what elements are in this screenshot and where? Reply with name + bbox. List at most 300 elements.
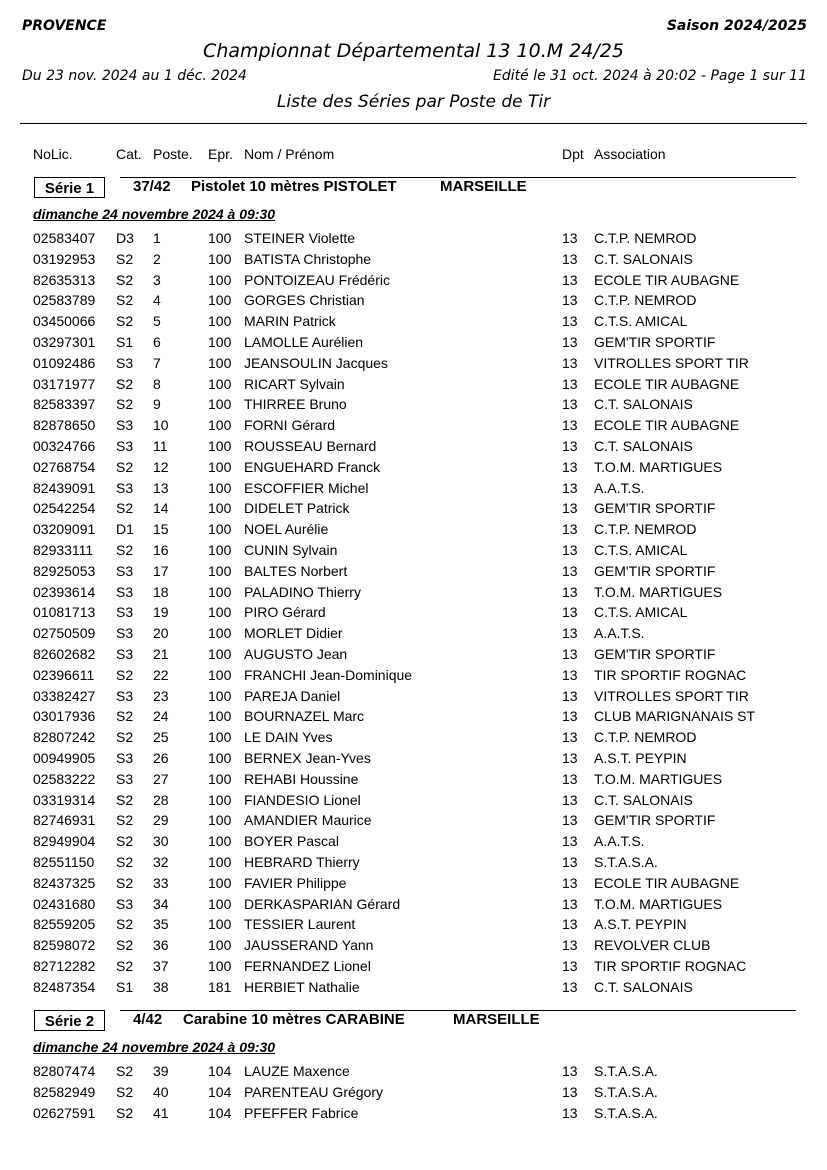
table-row <box>0 417 827 438</box>
name: LAMOLLE Aurélien <box>244 334 364 350</box>
table-row <box>0 438 827 459</box>
department: 13 <box>562 583 578 600</box>
table-row <box>0 334 827 355</box>
table-row <box>0 563 827 584</box>
category: S2 <box>116 708 134 725</box>
poste: 15 <box>153 521 169 538</box>
table-row <box>0 646 827 667</box>
col-header-nom: Nom / Prénom <box>244 146 335 162</box>
association: C.T. SALONAIS <box>594 791 693 808</box>
table-row <box>0 251 827 272</box>
association: ECOLE TIR AUBAGNE <box>594 271 740 288</box>
name: FAVIER Philippe <box>244 874 347 891</box>
category: S2 <box>116 1083 134 1100</box>
poste: 41 <box>153 1104 169 1121</box>
table-row <box>0 792 827 813</box>
licence-number: 82712282 <box>33 958 96 974</box>
licence-number: 82582949 <box>33 1083 96 1100</box>
licence-number: 82746931 <box>33 812 96 829</box>
name: JAUSSERAND Yann <box>244 937 374 954</box>
table-row <box>0 1063 827 1084</box>
name: PALADINO Thierry <box>244 583 361 600</box>
poste: 3 <box>153 271 161 288</box>
association: C.T.S. AMICAL <box>594 313 688 330</box>
table-row <box>0 729 827 750</box>
licence-number: 03450066 <box>33 313 96 330</box>
epreuve: 100 <box>208 729 232 746</box>
association: TIR SPORTIF ROGNAC <box>594 958 747 974</box>
department: 13 <box>562 375 578 392</box>
table-row <box>0 833 827 854</box>
licence-number: 82559205 <box>33 916 96 933</box>
association: A.A.T.S. <box>594 833 645 850</box>
table-row <box>0 812 827 833</box>
epreuve: 100 <box>208 542 232 558</box>
licence-number: 82598072 <box>33 937 96 954</box>
department: 13 <box>562 1063 578 1079</box>
category: S3 <box>116 646 134 662</box>
name: TESSIER Laurent <box>244 916 356 933</box>
poste: 32 <box>153 854 169 870</box>
col-header-poste: Poste. <box>153 146 193 162</box>
department: 13 <box>562 542 578 558</box>
table-row <box>0 376 827 397</box>
category: S2 <box>116 500 134 517</box>
date-range: Du 23 nov. 2024 au 1 déc. 2024 <box>22 68 247 84</box>
department: 13 <box>562 479 578 496</box>
poste: 35 <box>153 916 169 933</box>
licence-number: 82635313 <box>33 271 96 288</box>
department: 13 <box>562 292 578 309</box>
association: A.A.T.S. <box>594 625 645 642</box>
association: A.S.T. PEYPIN <box>594 916 687 933</box>
epreuve: 100 <box>208 521 232 538</box>
department: 13 <box>562 521 578 538</box>
poste: 40 <box>153 1083 169 1100</box>
championship-title: Championnat Départemental 13 10.M 24/25 <box>203 40 624 62</box>
table-row <box>0 480 827 501</box>
association: C.T. SALONAIS <box>594 250 693 267</box>
name: BALTES Norbert <box>244 562 348 579</box>
table-row <box>0 979 827 1000</box>
licence-number: 03192953 <box>33 250 96 267</box>
licence-number: 02583407 <box>33 230 96 246</box>
name: NOEL Aurélie <box>244 521 329 538</box>
licence-number: 02542254 <box>33 500 96 517</box>
poste: 27 <box>153 770 169 787</box>
series-place: MARSEILLE <box>453 1011 540 1028</box>
association: S.T.A.S.A. <box>594 1083 658 1100</box>
department: 13 <box>562 625 578 642</box>
epreuve: 100 <box>208 812 232 829</box>
name: DERKASPARIAN Gérard <box>244 895 401 912</box>
name: MARIN Patrick <box>244 313 336 330</box>
department: 13 <box>562 250 578 267</box>
table-row <box>0 771 827 792</box>
association: ECOLE TIR AUBAGNE <box>594 375 740 392</box>
name: STEINER Violette <box>244 230 356 246</box>
name: BATISTA Christophe <box>244 250 372 267</box>
poste: 6 <box>153 334 161 350</box>
table-row <box>0 688 827 709</box>
name: PAREJA Daniel <box>244 687 341 704</box>
poste: 13 <box>153 479 169 496</box>
table-row <box>0 875 827 896</box>
category: S2 <box>116 833 134 850</box>
table-row <box>0 584 827 605</box>
name: BOYER Pascal <box>244 833 339 850</box>
series-count: 37/42 <box>133 178 171 195</box>
name: ESCOFFIER Michel <box>244 479 369 496</box>
name: PONTOIZEAU Frédéric <box>244 271 390 288</box>
category: S3 <box>116 604 134 621</box>
department: 13 <box>562 417 578 434</box>
poste: 16 <box>153 542 169 558</box>
epreuve: 100 <box>208 625 232 642</box>
epreuve: 100 <box>208 916 232 933</box>
table-row <box>0 500 827 521</box>
licence-number: 82439091 <box>33 479 96 496</box>
epreuve: 100 <box>208 583 232 600</box>
licence-number: 02396611 <box>33 666 95 683</box>
series-label: Série 1 <box>34 177 105 198</box>
category: S3 <box>116 417 134 434</box>
name: LAUZE Maxence <box>244 1063 350 1079</box>
series-date: dimanche 24 novembre 2024 à 09:30 <box>33 1039 276 1055</box>
department: 13 <box>562 313 578 330</box>
association: A.A.T.S. <box>594 479 645 496</box>
association: C.T.P. NEMROD <box>594 521 697 538</box>
licence-number: 82949904 <box>33 833 96 850</box>
association: C.T.P. NEMROD <box>594 230 697 246</box>
epreuve: 100 <box>208 230 232 246</box>
licence-number: 03017936 <box>33 708 96 725</box>
poste: 4 <box>153 292 161 309</box>
poste: 24 <box>153 708 169 725</box>
name: BOURNAZEL Marc <box>244 708 365 725</box>
category: S3 <box>116 583 134 600</box>
licence-number: 00324766 <box>33 438 96 454</box>
table-row <box>0 355 827 376</box>
category: S2 <box>116 458 134 475</box>
category: D3 <box>116 230 134 246</box>
poste: 11 <box>153 438 168 454</box>
licence-number: 82437325 <box>33 874 96 891</box>
poste: 33 <box>153 874 169 891</box>
department: 13 <box>562 334 578 350</box>
association: VITROLLES SPORT TIR <box>594 687 749 704</box>
category: S2 <box>116 250 134 267</box>
name: MORLET Didier <box>244 625 343 642</box>
series-event: Carabine 10 mètres CARABINE <box>183 1011 405 1028</box>
poste: 12 <box>153 458 169 475</box>
category: S2 <box>116 271 134 288</box>
epreuve: 100 <box>208 687 232 704</box>
poste: 1 <box>153 230 161 246</box>
table-row <box>0 625 827 646</box>
name: AMANDIER Maurice <box>244 812 372 829</box>
licence-number: 82925053 <box>33 562 96 579</box>
name: FERNANDEZ Lionel <box>244 958 371 974</box>
category: S2 <box>116 375 134 392</box>
department: 13 <box>562 646 578 662</box>
category: S1 <box>116 978 134 995</box>
licence-number: 82551150 <box>33 854 95 870</box>
poste: 22 <box>153 666 169 683</box>
department: 13 <box>562 791 578 808</box>
category: S3 <box>116 770 134 787</box>
name: PFEFFER Fabrice <box>244 1104 359 1121</box>
poste: 28 <box>153 791 169 808</box>
epreuve: 100 <box>208 770 232 787</box>
licence-number: 02393614 <box>33 583 96 600</box>
association: GEM'TIR SPORTIF <box>594 812 716 829</box>
poste: 30 <box>153 833 169 850</box>
department: 13 <box>562 1104 578 1121</box>
licence-number: 03171977 <box>33 375 96 392</box>
category: S2 <box>116 791 134 808</box>
epreuve: 100 <box>208 458 232 475</box>
epreuve: 100 <box>208 479 232 496</box>
department: 13 <box>562 854 578 870</box>
association: S.T.A.S.A. <box>594 854 658 870</box>
category: S3 <box>116 687 134 704</box>
epreuve: 100 <box>208 666 232 683</box>
poste: 5 <box>153 313 161 330</box>
epreuve: 100 <box>208 500 232 517</box>
name: DIDELET Patrick <box>244 500 350 517</box>
licence-number: 82583397 <box>33 396 96 413</box>
epreuve: 100 <box>208 250 232 267</box>
table-row <box>0 750 827 771</box>
category: S2 <box>116 874 134 891</box>
category: S2 <box>116 1063 134 1079</box>
epreuve: 100 <box>208 937 232 954</box>
list-title: Liste des Séries par Poste de Tir <box>276 92 551 112</box>
association: CLUB MARIGNANAIS ST <box>594 708 756 725</box>
association: C.T.S. AMICAL <box>594 604 688 621</box>
category: S2 <box>116 396 134 413</box>
category: S2 <box>116 1104 134 1121</box>
licence-number: 03319314 <box>33 791 96 808</box>
category: S2 <box>116 854 134 870</box>
epreuve: 100 <box>208 354 232 371</box>
table-row <box>0 521 827 542</box>
category: S2 <box>116 916 134 933</box>
association: T.O.M. MARTIGUES <box>594 583 723 600</box>
association: ECOLE TIR AUBAGNE <box>594 417 740 434</box>
association: T.O.M. MARTIGUES <box>594 895 723 912</box>
poste: 38 <box>153 978 169 995</box>
poste: 20 <box>153 625 169 642</box>
epreuve: 104 <box>208 1104 232 1121</box>
table-row <box>0 292 827 313</box>
poste: 9 <box>153 396 161 413</box>
department: 13 <box>562 895 578 912</box>
table-row <box>0 916 827 937</box>
association: C.T.S. AMICAL <box>594 542 688 558</box>
epreuve: 100 <box>208 313 232 330</box>
col-header-dpt: Dpt <box>562 146 584 162</box>
epreuve: 100 <box>208 562 232 579</box>
department: 13 <box>562 708 578 725</box>
series-event: Pistolet 10 mètres PISTOLET <box>191 178 397 195</box>
licence-number: 03382427 <box>33 687 96 704</box>
poste: 37 <box>153 958 169 974</box>
department: 13 <box>562 458 578 475</box>
epreuve: 100 <box>208 833 232 850</box>
poste: 10 <box>153 417 169 434</box>
name: THIRREE Bruno <box>244 396 347 413</box>
name: ENGUEHARD Franck <box>244 458 381 475</box>
category: S3 <box>116 438 134 454</box>
association: GEM'TIR SPORTIF <box>594 646 716 662</box>
name: RICART Sylvain <box>244 375 345 392</box>
series-label: Série 2 <box>34 1010 105 1031</box>
name: FIANDESIO Lionel <box>244 791 361 808</box>
poste: 19 <box>153 604 169 621</box>
department: 13 <box>562 666 578 683</box>
table-row <box>0 958 827 979</box>
department: 13 <box>562 604 578 621</box>
department: 13 <box>562 812 578 829</box>
name: FORNI Gérard <box>244 417 336 434</box>
poste: 2 <box>153 250 161 267</box>
department: 13 <box>562 978 578 995</box>
table-row <box>0 1084 827 1105</box>
licence-number: 82933111 <box>33 542 94 558</box>
association: TIR SPORTIF ROGNAC <box>594 666 747 683</box>
epreuve: 100 <box>208 438 232 454</box>
category: S2 <box>116 812 134 829</box>
association: S.T.A.S.A. <box>594 1063 658 1079</box>
licence-number: 01081713 <box>33 604 96 621</box>
table-row <box>0 1105 827 1126</box>
licence-number: 02583789 <box>33 292 96 309</box>
table-row <box>0 396 827 417</box>
epreuve: 100 <box>208 604 232 621</box>
name: FRANCHI Jean-Dominique <box>244 666 413 683</box>
poste: 23 <box>153 687 169 704</box>
association: A.S.T. PEYPIN <box>594 750 687 766</box>
category: S3 <box>116 354 134 371</box>
licence-number: 02583222 <box>33 770 96 787</box>
licence-number: 82487354 <box>33 978 96 995</box>
licence-number: 00949905 <box>33 750 96 766</box>
poste: 25 <box>153 729 169 746</box>
licence-number: 82807242 <box>33 729 96 746</box>
series-count: 4/42 <box>133 1011 163 1028</box>
department: 13 <box>562 230 578 246</box>
header-divider <box>20 123 807 124</box>
association: ECOLE TIR AUBAGNE <box>594 874 740 891</box>
table-row <box>0 708 827 729</box>
edit-info: Edité le 31 oct. 2024 à 20:02 - Page 1 sur 11 <box>493 68 807 84</box>
association: GEM'TIR SPORTIF <box>594 500 716 517</box>
poste: 21 <box>153 646 169 662</box>
name: AUGUSTO Jean <box>244 646 348 662</box>
association: C.T. SALONAIS <box>594 438 693 454</box>
col-header-lic: NoLic. <box>33 146 73 162</box>
association: S.T.A.S.A. <box>594 1104 658 1121</box>
category: S2 <box>116 729 134 746</box>
epreuve: 100 <box>208 646 232 662</box>
name: ROUSSEAU Bernard <box>244 438 377 454</box>
licence-number: 82878650 <box>33 417 96 434</box>
association: GEM'TIR SPORTIF <box>594 334 716 350</box>
licence-number: 01092486 <box>33 354 96 371</box>
table-row <box>0 313 827 334</box>
col-header-assoc: Association <box>594 146 666 162</box>
table-row <box>0 854 827 875</box>
department: 13 <box>562 833 578 850</box>
association: C.T. SALONAIS <box>594 978 693 995</box>
poste: 14 <box>153 500 169 517</box>
table-row <box>0 896 827 917</box>
department: 13 <box>562 438 578 454</box>
category: S2 <box>116 292 134 309</box>
poste: 39 <box>153 1063 169 1079</box>
season-label: Saison 2024/2025 <box>666 18 807 34</box>
epreuve: 100 <box>208 854 232 870</box>
epreuve: 100 <box>208 874 232 891</box>
name: HEBRARD Thierry <box>244 854 360 870</box>
category: S3 <box>116 479 134 496</box>
licence-number: 82602682 <box>33 646 96 662</box>
poste: 36 <box>153 937 169 954</box>
department: 13 <box>562 958 578 974</box>
epreuve: 100 <box>208 271 232 288</box>
department: 13 <box>562 770 578 787</box>
association: REVOLVER CLUB <box>594 937 711 954</box>
department: 13 <box>562 562 578 579</box>
series-date: dimanche 24 novembre 2024 à 09:30 <box>33 206 276 222</box>
department: 13 <box>562 916 578 933</box>
department: 13 <box>562 500 578 517</box>
licence-number: 03297301 <box>33 334 96 350</box>
department: 13 <box>562 729 578 746</box>
epreuve: 100 <box>208 791 232 808</box>
epreuve: 100 <box>208 750 232 766</box>
epreuve: 181 <box>208 978 232 995</box>
licence-number: 03209091 <box>33 521 96 538</box>
category: S2 <box>116 937 134 954</box>
licence-number: 82807474 <box>33 1063 96 1079</box>
poste: 18 <box>153 583 169 600</box>
poste: 8 <box>153 375 161 392</box>
epreuve: 100 <box>208 895 232 912</box>
col-header-epr: Epr. <box>208 146 233 162</box>
epreuve: 104 <box>208 1063 232 1079</box>
name: BERNEX Jean-Yves <box>244 750 371 766</box>
department: 13 <box>562 937 578 954</box>
name: HERBIET Nathalie <box>244 978 360 995</box>
licence-number: 02627591 <box>33 1104 96 1121</box>
col-header-cat: Cat. <box>116 146 142 162</box>
category: S2 <box>116 958 134 974</box>
epreuve: 100 <box>208 292 232 309</box>
table-row <box>0 542 827 563</box>
association: VITROLLES SPORT TIR <box>594 354 749 371</box>
poste: 7 <box>153 354 161 371</box>
table-row <box>0 937 827 958</box>
table-row <box>0 459 827 480</box>
name: GORGES Christian <box>244 292 365 309</box>
licence-number: 02431680 <box>33 895 96 912</box>
table-row <box>0 230 827 251</box>
table-row <box>0 272 827 293</box>
epreuve: 100 <box>208 417 232 434</box>
